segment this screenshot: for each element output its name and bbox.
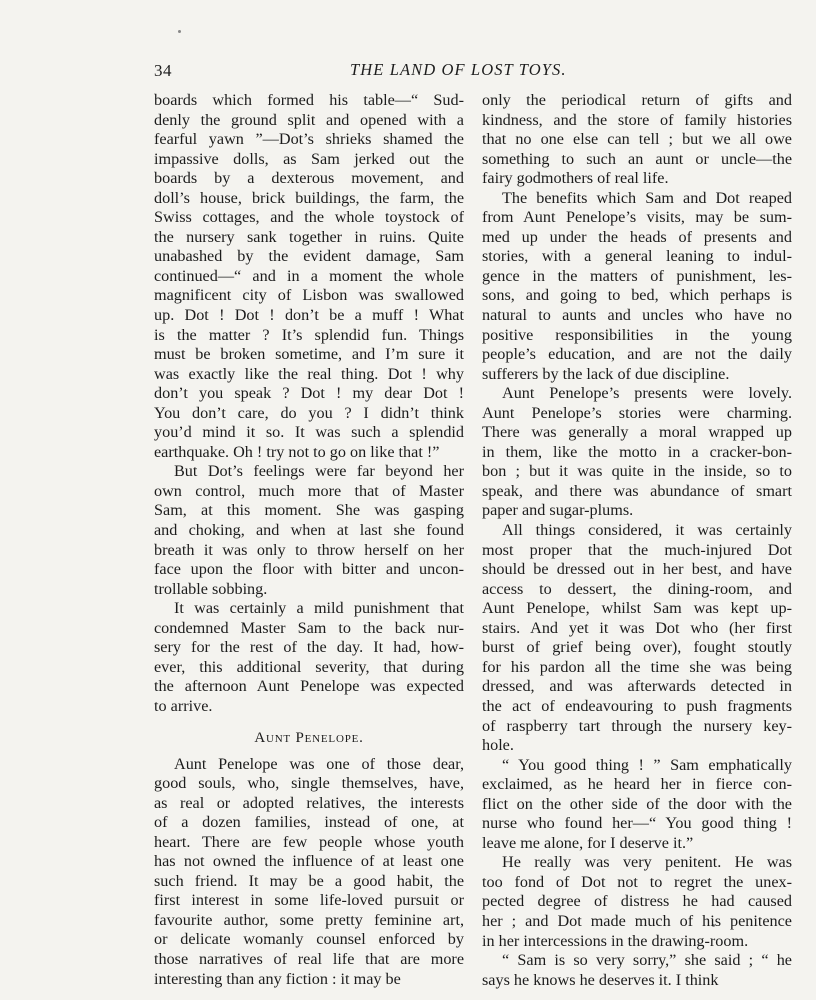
text-line: has not owned the influence of at least one [154, 852, 464, 871]
text-line: kindness, and the store of family histories [482, 110, 792, 129]
text-line: says he knows he deserves it. I think [482, 970, 719, 989]
text-line: flict on the other side of the door with the [482, 794, 792, 813]
text-line: He really was very penitent. He was [502, 853, 792, 872]
text-line: her ; and Dot made much of his penitence [482, 911, 792, 930]
text-line: good souls, who, single themselves, have, [154, 774, 464, 793]
text-line: up. Dot ! Dot ! don’t be a muff ! What [154, 306, 464, 325]
text-line: The benefits which Sam and Dot reaped [502, 188, 792, 207]
text-line: Swiss cottages, and the whole toystock of [154, 208, 464, 227]
text-line: was exactly like the real thing. Dot ! why [154, 364, 464, 383]
text-line: fairy godmothers of real life. [482, 169, 669, 188]
section-heading: Aunt Penelope. [254, 729, 364, 746]
text-line: face upon the floor with bitter and uncon- [154, 560, 464, 579]
text-line: those narratives of real life that are more [154, 949, 464, 968]
text-line: You don’t care, do you ? I didn’t think [154, 403, 464, 422]
text-line: burst of grief being over), fought stoutly [482, 638, 792, 657]
text-line: the act of endeavouring to push fragments [482, 696, 792, 715]
text-line: Sam, at this moment. She was gasping [154, 501, 464, 520]
text-line: of raspberry tart through the nursery key- [482, 716, 792, 735]
text-line: Aunt Penelope, whilst Sam was kept up- [482, 599, 792, 618]
text-line: magnificent city of Lisbon was swallowed [154, 286, 464, 305]
text-line: too fond of Dot not to regret the unex- [482, 872, 792, 891]
text-line: in them, like the motto in a cracker-bon- [482, 442, 792, 461]
text-line: in her intercessions in the drawing-room. [482, 931, 749, 950]
text-line: should be dressed out in her best, and have [482, 560, 792, 579]
text-line: for his pardon all the time she was being [482, 657, 792, 676]
right-column [482, 91, 792, 990]
text-line: “ Sam is so very sorry,” she said ; “ he [502, 951, 792, 970]
text-line: doll’s house, brick buildings, the farm, the [154, 188, 464, 207]
text-line: heart. There are few people whose youth [154, 832, 464, 851]
text-line: and choking, and when at last she found [154, 521, 464, 540]
text-line: fearful yawn ”—Dot’s shrieks shamed the [154, 130, 464, 149]
text-line: continued—“ and in a moment the whole [154, 266, 464, 285]
text-line: unabashed by the evident damage, Sam [154, 247, 464, 266]
text-line: earthquake. Oh ! try not to go on like that !” [154, 442, 440, 461]
text-line: from Aunt Penelope’s visits, may be sum- [482, 208, 792, 227]
text-line: denly the ground split and opened with a [154, 110, 464, 129]
text-line: Aunt Penelope’s stories were charming. [482, 403, 792, 422]
text-line: boards by a dexterous movement, and [154, 169, 464, 188]
text-line: as real or adopted relatives, the interests [154, 793, 464, 812]
text-line: interesting than any fiction : it may be [154, 969, 401, 988]
text-line: med up under the heads of presents and [482, 227, 792, 246]
text-line: trollable sobbing. [154, 579, 268, 598]
text-line: access to dessert, the dining-room, and [482, 579, 792, 598]
text-line: “ You good thing ! ” Sam emphatically [502, 755, 792, 774]
text-line: that no one else can tell ; but we all owe [482, 130, 792, 149]
text-line: most proper that the much-injured Dot [482, 540, 792, 559]
text-line: you’d mind it so. It was such a splendid [154, 423, 464, 442]
text-line: sufferers by the lack of due discipline. [482, 364, 730, 383]
text-line: nurse who found her—“ You good thing ! [482, 814, 792, 833]
text-line: first interest in some life-loved pursuit or [154, 891, 464, 910]
text-line: or delicate womanly counsel enforced by [154, 930, 464, 949]
text-line: ever, this additional severity, that during [154, 657, 464, 676]
text-line: people’s education, and are not the daily [482, 345, 792, 364]
text-line: sons, and going to bed, which perhaps is [482, 286, 792, 305]
text-line: leave me alone, for I deserve it.” [482, 833, 694, 852]
text-line: gence in the matters of punishment, les- [482, 266, 792, 285]
text-line: speak, and there was abundance of smart [482, 481, 792, 500]
text-line: only the periodical return of gifts and [482, 91, 792, 109]
text-line: All things considered, it was certainly [502, 521, 792, 540]
text-line: paper and sugar-plums. [482, 501, 634, 520]
text-line: condemned Master Sam to the back nur- [154, 618, 464, 637]
text-line: boards which formed his table—“ Sud- [154, 91, 464, 109]
running-title: THE LAND OF LOST TOYS. [350, 60, 567, 79]
text-line: sery for the rest of the day. It had, how- [154, 638, 464, 657]
text-line: the afternoon Aunt Penelope was expected [154, 677, 464, 696]
text-line: own control, much more that of Master [154, 481, 464, 500]
page-number: 34 [154, 61, 172, 80]
text-line: exclaimed, as he heard her in fierce con- [482, 775, 792, 794]
text-line: There was generally a moral wrapped up [482, 423, 792, 442]
text-line: is the matter ? It’s splendid fun. Things [154, 325, 464, 344]
text-line: don’t you speak ? Dot ! my dear Dot ! [154, 384, 464, 403]
text-line: Aunt Penelope’s presents were lovely. [502, 384, 792, 403]
text-line: of a dozen families, instead of one, at [154, 813, 464, 832]
text-line: stairs. And yet it was Dot who (her first [482, 618, 792, 637]
text-line: favourite author, some pretty feminine art, [154, 910, 464, 929]
text-line: dressed, and was afterwards detected in [482, 677, 792, 696]
text-line: But Dot’s feelings were far beyond her [174, 462, 464, 481]
text-line: pected degree of distress he had caused [482, 892, 792, 911]
text-line: must be broken sometime, and I’m sure it [154, 345, 464, 364]
text-line: Aunt Penelope was one of those dear, [174, 754, 464, 773]
text-line: bon ; but it was quite in the inside, so to [482, 462, 792, 481]
text-line: such friend. It may be a good habit, the [154, 871, 464, 890]
text-line: something to such an aunt or uncle—the [482, 149, 792, 168]
text-line: to arrive. [154, 696, 213, 715]
text-line: impassive dolls, as Sam jerked out the [154, 149, 464, 168]
text-line: the nursery sank together in ruins. Quite [154, 227, 464, 246]
left-column [154, 91, 464, 989]
text-line: breath it was only to throw herself on her [154, 540, 464, 559]
paper-speck [178, 30, 181, 33]
text-line: hole. [482, 736, 514, 755]
text-line: It was certainly a mild punishment that [174, 599, 464, 618]
text-line: natural to aunts and uncles who have no [482, 306, 792, 325]
text-line: positive responsibilities in the young [482, 325, 792, 344]
text-line: stories, with a general leaning to indul- [482, 247, 792, 266]
